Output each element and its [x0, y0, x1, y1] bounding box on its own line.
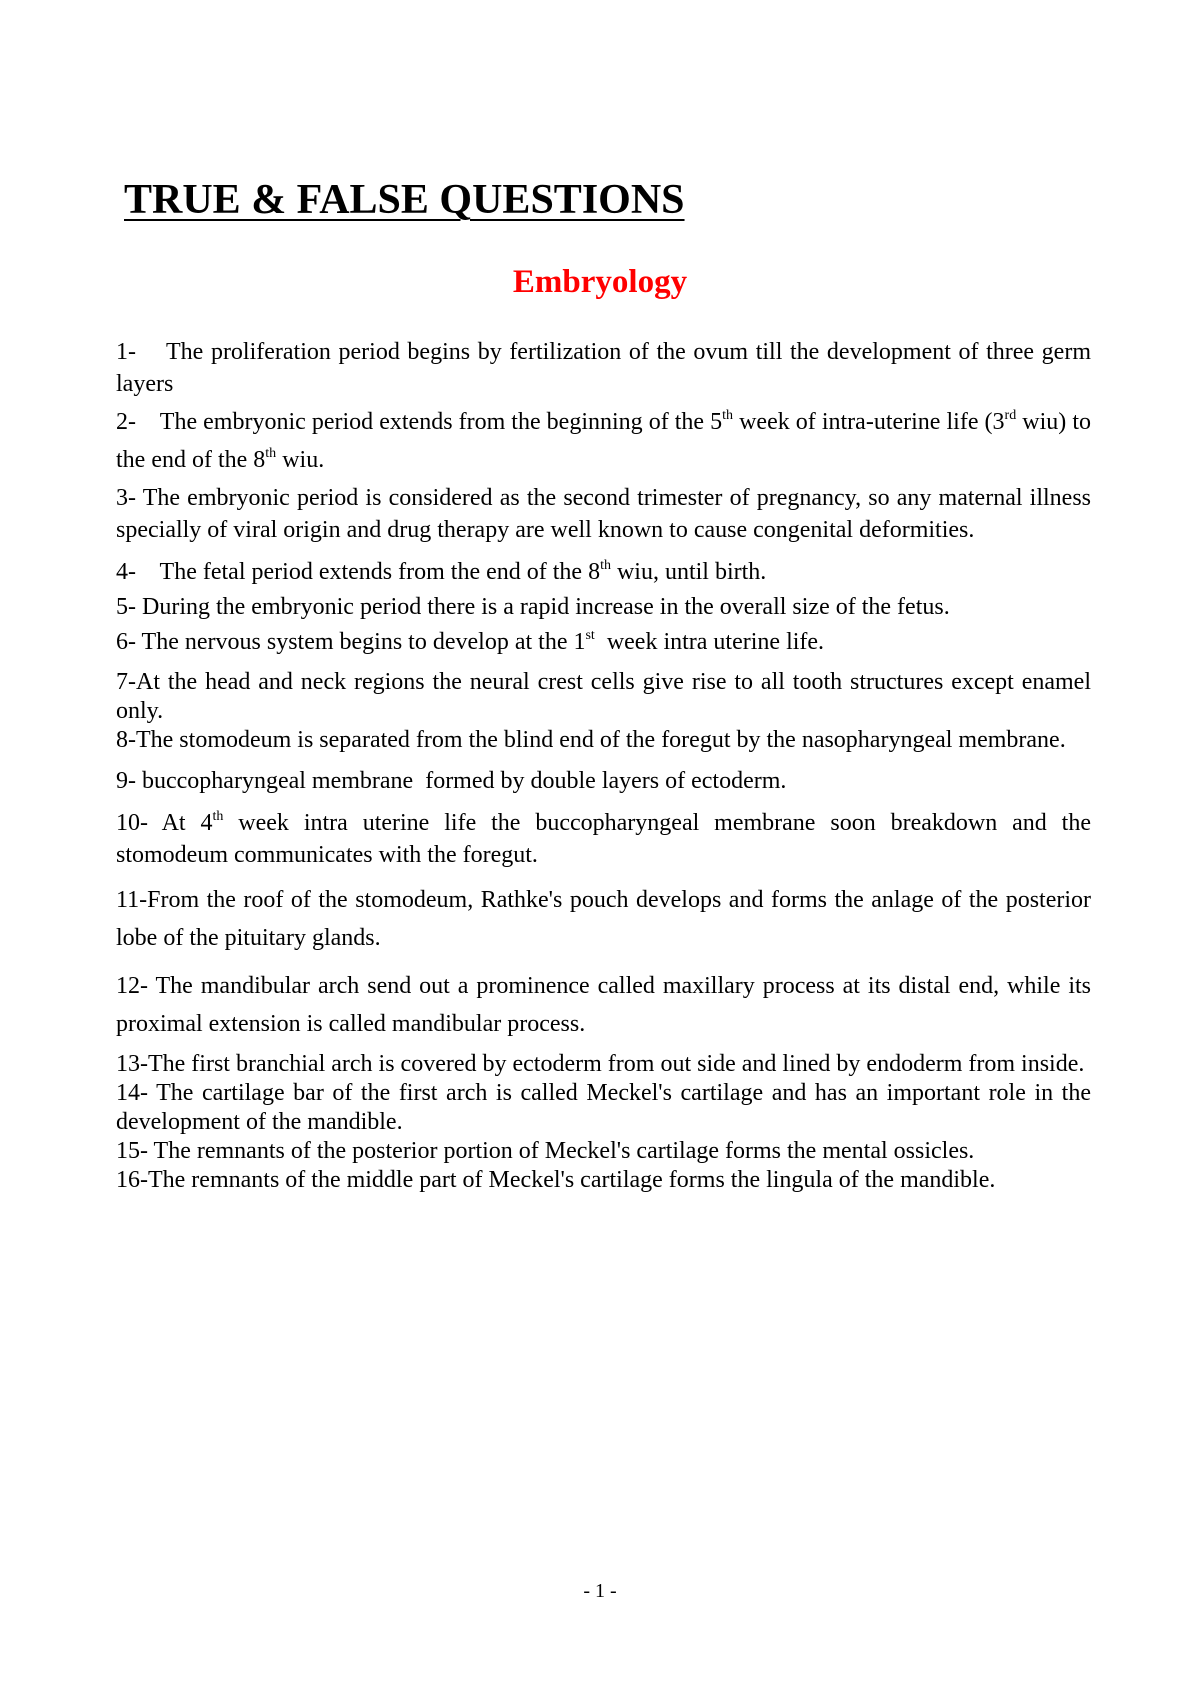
question-item-6: 6- The nervous system begins to develop at the 1st week intra uterine life. — [116, 628, 825, 655]
question-item-7: 7-At the head and neck regions the neural crest cells give rise to all tooth structures except enamel only. — [116, 669, 1091, 724]
question-item-4: 4- The fetal period extends from the end of the 8th wiu, until birth. — [116, 558, 767, 585]
question-item-2: 2- The embryonic period extends from the beginning of the 5th week of intra-uterine life (3rd wiu) to the end of the 8th wiu. — [116, 408, 1091, 473]
question-item-9: 9- buccopharyngeal membrane formed by double layers of ectoderm. — [116, 768, 787, 794]
question-item-12: 12- The mandibular arch send out a prominence called maxillary process at its distal end, while its proximal extension is called mandibular process. — [116, 973, 1091, 1037]
question-item-11: 11-From the roof of the stomodeum, Rathke's pouch develops and forms the anlage of the posterior lobe of the pituitary glands. — [116, 887, 1091, 951]
question-item-14: 14- The cartilage bar of the first arch is called Meckel's cartilage and has an important role in the development of the mandible. — [116, 1080, 1091, 1135]
question-item-5: 5- During the embryonic period there is a rapid increase in the overall size of the fetus. — [116, 594, 950, 620]
document-title: TRUE & FALSE QUESTIONS — [124, 177, 685, 223]
question-list — [116, 336, 1091, 1195]
question-item-15: 15- The remnants of the posterior portion of Meckel's cartilage forms the mental ossicles. — [116, 1138, 975, 1164]
question-item-16: 16-The remnants of the middle part of Meckel's cartilage forms the lingula of the mandible. — [116, 1167, 996, 1193]
question-item-3: 3- The embryonic period is considered as the second trimester of pregnancy, so any maternal illness specially of viral origin and drug therapy are well known to cause congenital deformities. — [116, 485, 1091, 543]
question-item-1: 1- The proliferation period begins by fertilization of the ovum till the development of three germ layers — [116, 339, 1091, 397]
question-item-8: 8-The stomodeum is separated from the blind end of the foregut by the nasopharyngeal membrane. — [116, 727, 1066, 753]
page-number: - 1 - — [583, 1580, 617, 1602]
section-heading-embryology: Embryology — [512, 264, 688, 300]
question-item-10: 10- At 4th week intra uterine life the buccopharyngeal membrane soon breakdown and the stomodeum communicates with the foregut. — [116, 809, 1092, 868]
question-item-13: 13-The first branchial arch is covered by ectoderm from out side and lined by endoderm from inside. — [116, 1051, 1085, 1077]
